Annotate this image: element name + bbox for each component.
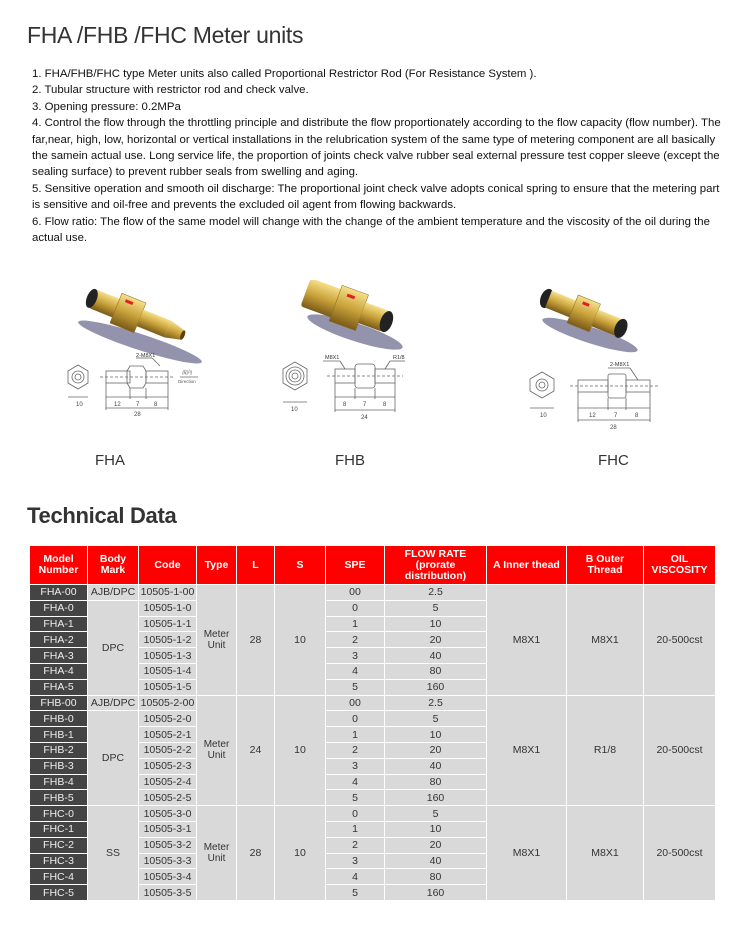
code-cell: 10505-2-4 [139,775,196,790]
spe-cell: 00 [326,585,384,600]
svg-text:R1/8: R1/8 [393,355,405,361]
model-number-cell: FHA-5 [30,680,87,695]
svg-text:7: 7 [614,413,618,419]
flow-rate-cell: 40 [385,759,486,774]
code-cell: 10505-1-4 [139,664,196,679]
header-s: S [275,546,325,584]
model-number-cell: FHC-4 [30,869,87,884]
body-mark-cell: AJB/DPC [88,585,138,600]
code-cell: 10505-1-00 [140,586,195,599]
code-cell: 10505-1-0 [139,601,196,616]
flow-rate-cell: 10 [385,727,486,742]
flow-rate-cell: 160 [385,680,486,695]
product-fhb [265,280,495,480]
spe-cell: 4 [326,869,384,884]
model-number-cell: FHC-2 [30,838,87,853]
code-cell: 10505-3-0 [139,806,196,821]
oil-viscosity-cell: 20-500cst [644,806,715,900]
svg-text:8: 8 [383,402,387,408]
fha-dimension-drawing [40,280,270,450]
spe-cell: 2 [326,632,384,647]
flow-rate-cell: 40 [385,854,486,869]
b-outer-thread-cell: M8X1 [567,585,643,695]
header-model-number: Model Number [30,546,87,584]
svg-text:7: 7 [363,402,367,408]
header-b-outer-thread: B Outer Thread [567,546,643,584]
flow-rate-cell: 80 [385,775,486,790]
svg-text:2-M8X1: 2-M8X1 [136,353,156,359]
spe-cell: 3 [326,759,384,774]
code-cell: 10505-2-2 [139,743,196,758]
flow-rate-cell: 20 [385,743,486,758]
spe-cell: 5 [326,885,384,900]
table-row [30,806,715,821]
spe-cell: 3 [326,648,384,663]
product-label-fhb: FHB [335,452,365,469]
model-number-cell: FHA-3 [30,648,87,663]
table-row [30,585,715,600]
code-cell: 10505-1-5 [139,680,196,695]
s-cell: 10 [275,696,325,806]
feature-list [32,66,722,246]
header-code: Code [139,546,196,584]
code-cell: 10505-2-00 [140,696,195,709]
feature-item: 1. FHA/FHB/FHC type Meter units also called Proportional Restrictor Rod (For Resistance System ). [32,68,537,80]
header-l: L [237,546,274,584]
spe-cell: 2 [326,838,384,853]
fhb-dimension-drawing [265,280,495,450]
header-type: Type [197,546,236,584]
flow-rate-cell: 5 [385,711,486,726]
svg-text:8: 8 [635,413,639,419]
code-cell: 10505-2-0 [139,711,196,726]
body-mark-cell: AJB/DPC [88,696,138,711]
a-inner-thread-cell: M8X1 [487,585,566,695]
body-mark-cell: DPC [88,601,138,695]
svg-text:Direction: Direction [178,379,196,384]
flow-rate-cell: 20 [385,838,486,853]
page-title: FHA /FHB /FHC Meter units [27,22,304,48]
model-number-cell: FHC-5 [30,885,87,900]
code-cell: 10505-3-5 [139,885,196,900]
code-cell: 10505-3-1 [139,822,196,837]
svg-text:24: 24 [361,415,368,421]
header-oil-viscosity: OIL VISCOSITY [644,546,715,584]
spe-cell: 0 [326,601,384,616]
model-number-cell: FHA-0 [30,601,87,616]
header-a-inner-thread: A Inner thead [487,546,566,584]
model-number-cell: FHB-2 [30,743,87,758]
body-mark-cell: DPC [88,711,138,805]
product-label-fhc: FHC [598,452,629,469]
product-label-fha: FHA [95,452,125,469]
code-cell: 10505-2-1 [139,727,196,742]
technical-data-table [29,545,716,901]
oil-viscosity-cell: 20-500cst [644,696,715,806]
svg-text:12: 12 [114,402,121,408]
flow-rate-cell: 10 [385,822,486,837]
header-spe: SPE [326,546,384,584]
spe-cell: 00 [326,696,384,711]
spe-cell: 4 [326,664,384,679]
feature-item: 3. Opening pressure: 0.2MPa [32,100,181,113]
svg-text:12: 12 [589,413,596,419]
flow-rate-cell: 20 [385,632,486,647]
spe-cell: 1 [326,727,384,742]
length-cell: 28 [237,806,274,900]
model-number-cell: FHA-2 [30,632,87,647]
model-number-cell: FHB-0 [30,711,87,726]
table-body [30,585,715,900]
model-number-cell: FHB-4 [30,775,87,790]
fhc-hex-dim: 10 [540,413,547,419]
code-cell: 10505-3-3 [139,854,196,869]
svg-text:28: 28 [134,412,141,418]
header-flow-rate: FLOW RATE (prorate distribution) [385,546,486,584]
code-cell: 10505-1-1 [139,617,196,632]
model-number-cell: FHC-0 [30,806,87,821]
model-number-cell: FHC-1 [30,822,87,837]
feature-item: 6. Flow ratio: The flow of the same model will change with the change of the ambient temperature and the viscosity of the oil during the actual use. [32,215,710,245]
model-number-cell: FHA-00 [30,585,87,600]
s-cell: 10 [275,806,325,900]
fhb-hex-dim: 10 [291,407,298,413]
type-cell: Meter Unit [197,696,236,806]
type-cell: Meter Unit [197,585,236,695]
flow-rate-cell: 2.5 [385,696,486,711]
spe-cell: 4 [326,775,384,790]
spe-cell: 1 [326,617,384,632]
table-header-row [30,546,715,584]
flow-rate-cell: 10 [385,617,486,632]
a-inner-thread-cell: M8X1 [487,806,566,900]
s-cell: 10 [275,585,325,695]
code-cell: 10505-1-2 [139,632,196,647]
product-fha [40,280,270,480]
spe-cell: 2 [326,743,384,758]
svg-text:2-M8X1: 2-M8X1 [610,362,630,368]
svg-text:8: 8 [343,402,347,408]
feature-item: 5. Sensitive operation and smooth oil discharge: The proportional joint check valve adopts conical spring to ensure that the metering part is sensitive and oil-free and prevents the excluded oil agent from flowing backwards. [32,182,720,212]
header-body-mark: Body Mark [88,546,138,584]
spe-cell: 0 [326,806,384,821]
model-number-cell: FHB-3 [30,759,87,774]
technical-data-title: Technical Data [27,503,177,528]
feature-item: 4. Control the flow through the throttling principle and distribute the flow proportionately according to the flow capacity (flow number). The far,near, high, low, horizontal or vertical installations in the relubrication system of the same type of metering component are all basically the samein actual use. Long service life, the proportion of joints check valve rubber seal external pressure test copper sleeve (except the sealing surface) to prevent rubber seals from swelling and aging. [32,117,721,179]
spe-cell: 5 [326,790,384,805]
code-cell: 10505-2-5 [139,790,196,805]
model-number-cell: FHA-1 [30,617,87,632]
type-cell: Meter Unit [197,806,236,900]
spe-cell: 1 [326,822,384,837]
length-cell: 24 [237,696,274,806]
flow-rate-cell: 2.5 [385,585,486,600]
svg-text:流向: 流向 [182,370,193,376]
svg-text:28: 28 [610,425,617,431]
code-cell: 10505-2-3 [139,759,196,774]
model-number-cell: FHC-3 [30,854,87,869]
b-outer-thread-cell: M8X1 [567,806,643,900]
table-row [30,696,715,711]
code-cell: 10505-1-3 [139,648,196,663]
model-number-cell: FHB-1 [30,727,87,742]
model-number-cell: FHB-00 [30,696,87,711]
flow-rate-cell: 80 [385,664,486,679]
b-outer-thread-cell: R1/8 [567,696,643,806]
product-fhc [500,280,730,480]
spe-cell: 5 [326,680,384,695]
flow-rate-cell: 5 [385,806,486,821]
length-cell: 28 [237,585,274,695]
spe-cell: 0 [326,711,384,726]
fha-hex-dim: 10 [76,402,83,408]
oil-viscosity-cell: 20-500cst [644,585,715,695]
flow-rate-cell: 80 [385,869,486,884]
code-cell: 10505-3-4 [139,869,196,884]
code-cell: 10505-3-2 [139,838,196,853]
flow-rate-cell: 160 [385,790,486,805]
svg-text:8: 8 [154,402,158,408]
feature-item: 2. Tubular structure with restrictor rod and check valve. [32,84,309,97]
flow-rate-cell: 160 [385,885,486,900]
model-number-cell: FHA-4 [30,664,87,679]
svg-text:7: 7 [136,402,140,408]
flow-rate-cell: 40 [385,648,486,663]
spe-cell: 3 [326,854,384,869]
a-inner-thread-cell: M8X1 [487,696,566,806]
model-number-cell: FHB-5 [30,790,87,805]
body-mark-cell: SS [88,806,138,900]
fhc-dimension-drawing [500,280,730,450]
flow-rate-cell: 5 [385,601,486,616]
svg-text:M8X1: M8X1 [325,355,340,361]
